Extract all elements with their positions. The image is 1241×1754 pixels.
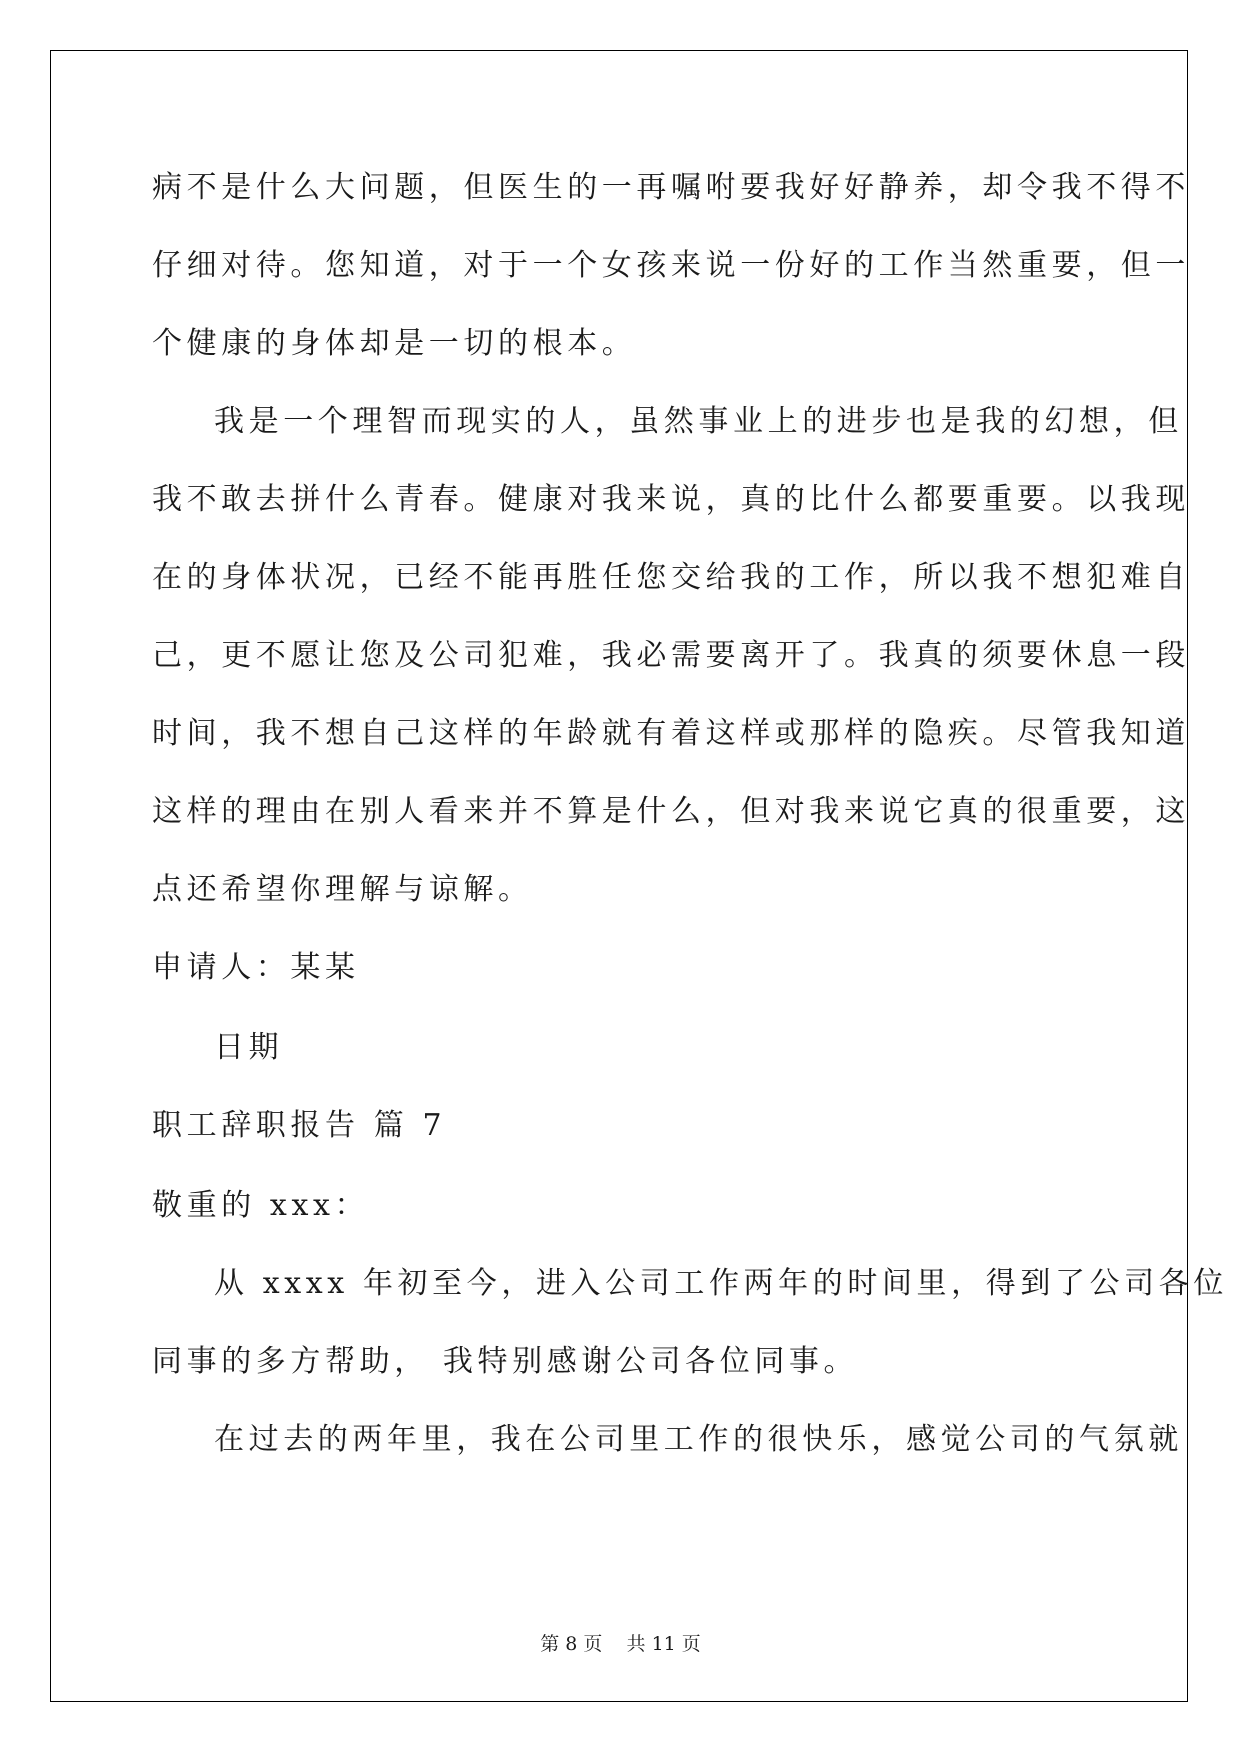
- text-line: 在的身体状况，已经不能再胜任您交给我的工作，所以我不想犯难自: [152, 560, 1190, 595]
- text-line: 从 xxxx 年初至今，进入公司工作两年的时间里，得到了公司各位: [214, 1266, 1228, 1301]
- text-line: 病不是什么大问题，但医生的一再嘱咐要我好好静养，却令我不得不: [152, 170, 1190, 205]
- section-title: 职工辞职报告 篇 7: [152, 1108, 447, 1143]
- date-line: 日期: [214, 1030, 284, 1065]
- text-line: 同事的多方帮助， 我特别感谢公司各位同事。: [152, 1344, 859, 1379]
- text-line: 个健康的身体却是一切的根本。: [152, 326, 637, 361]
- text-line: 时间，我不想自己这样的年龄就有着这样或那样的隐疾。尽管我知道: [152, 716, 1190, 751]
- text-line: 仔细对待。您知道，对于一个女孩来说一份好的工作当然重要，但一: [152, 248, 1190, 283]
- text-line: 点还希望你理解与谅解。: [152, 872, 533, 907]
- text-line: 我不敢去拼什么青春。健康对我来说，真的比什么都要重要。以我现: [152, 482, 1190, 517]
- text-line: 在过去的两年里，我在公司里工作的很快乐，感觉公司的气氛就: [214, 1422, 1183, 1457]
- salutation: 敬重的 xxx：: [152, 1188, 370, 1223]
- text-line: 这样的理由在别人看来并不算是什么，但对我来说它真的很重要，这: [152, 794, 1190, 829]
- text-line: 己，更不愿让您及公司犯难，我必需要离开了。我真的须要休息一段: [152, 638, 1190, 673]
- text-line: 我是一个理智而现实的人，虽然事业上的进步也是我的幻想，但: [214, 404, 1183, 439]
- applicant-line: 申请人：某某: [152, 950, 360, 985]
- page-number: 第 8 页 共 11 页: [540, 1633, 701, 1655]
